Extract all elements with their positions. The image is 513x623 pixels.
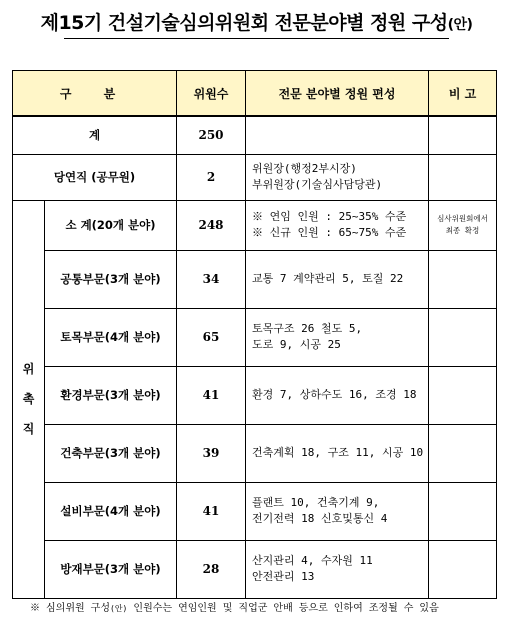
row-members: 65 (177, 308, 246, 366)
header-remarks: 비 고 (429, 71, 497, 117)
row-remarks (429, 482, 497, 540)
row-line: 환경 7, 상하수도 16, 조경 18 (252, 388, 417, 401)
row-remarks (429, 424, 497, 482)
row-composition (246, 482, 429, 540)
row-members: 41 (177, 366, 246, 424)
row-label: 건축부문(3개 분야) (45, 424, 177, 482)
row-label: 공통부문(3개 분야) (45, 250, 177, 308)
total-remarks (429, 116, 497, 154)
table-row (13, 540, 497, 598)
row-line: 건축계획 18, 구조 11, 시공 10 (252, 446, 424, 459)
table-row (13, 308, 497, 366)
membership-table (12, 70, 497, 599)
document-title (0, 8, 513, 35)
row-members: 39 (177, 424, 246, 482)
table-row (13, 366, 497, 424)
row-line: 산지관리 4, 수자원 11 (252, 554, 373, 567)
subtotal-members: 248 (177, 200, 246, 250)
footnote-mid: (안) (110, 604, 128, 613)
title-underline (64, 38, 449, 39)
table-header-row (13, 71, 497, 117)
subtotal-line-2: ※ 신규 인원 : 65~75% 수준 (252, 226, 407, 239)
row-composition (246, 366, 429, 424)
row-line: 도로 9, 시공 25 (252, 338, 341, 351)
appointed-char-3: 직 (22, 422, 35, 436)
row-label: 방재부문(3개 분야) (45, 540, 177, 598)
total-members: 250 (177, 116, 246, 154)
header-category: 구 분 (13, 71, 177, 117)
row-label: 설비부문(4개 분야) (45, 482, 177, 540)
appointed-char-1: 위 (22, 362, 35, 376)
row-remarks (429, 540, 497, 598)
subtotal-row (13, 200, 497, 250)
row-remarks (429, 250, 497, 308)
ex-officio-line-2: 부위원장(기술심사담당관) (252, 178, 383, 191)
remark-line-2: 최종 확정 (445, 226, 480, 235)
ex-officio-line-1: 위원장(행정2부시장) (252, 162, 357, 175)
row-members: 34 (177, 250, 246, 308)
ex-officio-composition (246, 154, 429, 200)
total-composition (246, 116, 429, 154)
ex-officio-row (13, 154, 497, 200)
table-row (13, 482, 497, 540)
footnote-prefix: ※ 심의위원 구성 (30, 603, 111, 614)
row-remarks (429, 308, 497, 366)
subtotal-label: 소 계(20개 분야) (45, 200, 177, 250)
ex-officio-members: 2 (177, 154, 246, 200)
subtotal-line-1: ※ 연임 인원 : 25~35% 수준 (252, 210, 407, 223)
total-row (13, 116, 497, 154)
row-line: 교통 7 계약관리 5, 토질 22 (252, 272, 404, 285)
subtotal-composition (246, 200, 429, 250)
row-line: 토목구조 26 철도 5, (252, 322, 363, 335)
remark-line-1: 심사위원회에서 (437, 214, 488, 223)
subtotal-remarks (429, 200, 497, 250)
ex-officio-label: 당연직 (공무원) (13, 154, 177, 200)
row-composition (246, 540, 429, 598)
table-row (13, 424, 497, 482)
appointed-label (13, 200, 45, 598)
row-line: 플랜트 10, 건축기계 9, (252, 496, 380, 509)
header-members: 위원수 (177, 71, 246, 117)
row-composition (246, 308, 429, 366)
row-label: 토목부문(4개 분야) (45, 308, 177, 366)
ex-officio-remarks (429, 154, 497, 200)
row-composition (246, 250, 429, 308)
row-members: 41 (177, 482, 246, 540)
footnote-suffix: 인원수는 연임인원 및 직업군 안배 등으로 인하여 조정될 수 있음 (127, 603, 439, 614)
footnote (30, 599, 439, 614)
row-remarks (429, 366, 497, 424)
row-line: 안전관리 13 (252, 570, 315, 583)
row-label: 환경부문(3개 분야) (45, 366, 177, 424)
row-composition (246, 424, 429, 482)
total-label: 계 (13, 116, 177, 154)
row-members: 28 (177, 540, 246, 598)
header-composition: 전문 분야별 정원 편성 (246, 71, 429, 117)
appointed-char-2: 촉 (22, 392, 35, 406)
table-row (13, 250, 497, 308)
title-main: 제15기 건설기술심의위원회 전문분야별 정원 구성 (40, 12, 448, 34)
row-line: 전기전력 18 신호및통신 4 (252, 512, 388, 525)
title-suffix: (안) (447, 17, 473, 33)
